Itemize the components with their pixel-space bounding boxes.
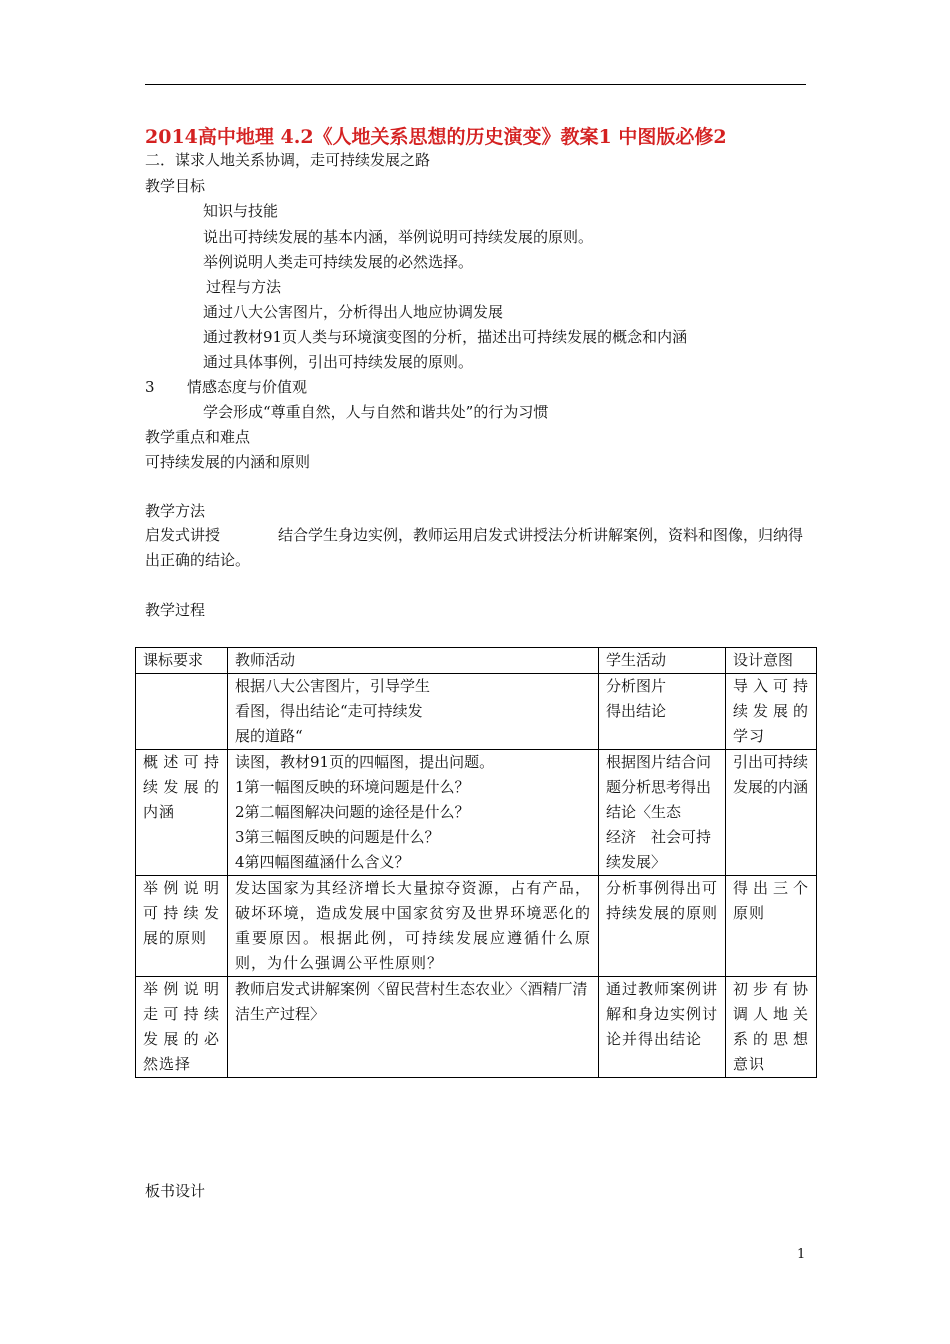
document-title: 2014高中地理 4.2《人地关系思想的历史演变》教案1 中图版必修2 xyxy=(145,126,727,148)
goals-heading: 教学目标 xyxy=(145,177,206,195)
student-activity-cell: 分析事例得出可持续发展的原则 xyxy=(599,876,726,977)
emotion-number: 3 xyxy=(145,378,155,396)
emotion-heading: 情感态度与价值观 xyxy=(187,378,308,396)
table-header-row xyxy=(136,648,817,674)
process-item: 通过具体事例，引出可持续发展的原则。 xyxy=(203,353,474,371)
process-item: 通过八大公害图片，分析得出人地应协调发展 xyxy=(203,303,504,321)
design-intent-cell: 初步有协调人地关系的思想意识 xyxy=(726,977,817,1078)
table-row xyxy=(136,977,817,1078)
teacher-activity-cell: 教师启发式讲解案例〈留民营村生态农业〉〈酒精厂清洁生产过程〉 xyxy=(228,977,599,1078)
table-row xyxy=(136,750,817,876)
keypoints-heading: 教学重点和难点 xyxy=(145,428,251,446)
header-cell: 教师活动 xyxy=(228,648,599,674)
header-rule xyxy=(145,84,806,85)
process-flow-heading: 教学过程 xyxy=(145,601,206,619)
method-heading: 教学方法 xyxy=(145,502,206,520)
teaching-process-table xyxy=(135,647,817,1078)
board-design-heading: 板书设计 xyxy=(145,1182,206,1200)
teacher-activity-cell: 读图，教材91页的四幅图，提出问题。 1第一幅图反映的环境问题是什么？ 2第二幅图解决问题的途径是什么？ 3第三幅图反映的问题是什么？ 4第四幅图蕴涵什么含义？ xyxy=(228,750,599,876)
knowledge-item: 说出可持续发展的基本内涵，举例说明可持续发展的原则。 xyxy=(203,228,594,246)
header-cell: 设计意图 xyxy=(726,648,817,674)
page-number: 1 xyxy=(797,1247,806,1262)
design-intent-cell: 得出三个原则 xyxy=(726,876,817,977)
method-paragraph xyxy=(145,523,810,573)
table-row xyxy=(136,674,817,750)
table-row xyxy=(136,876,817,977)
method-label: 启发式讲授 xyxy=(145,526,221,544)
student-activity-cell: 分析图片 得出结论 xyxy=(599,674,726,750)
knowledge-item: 举例说明人类走可持续发展的必然选择。 xyxy=(203,253,474,271)
design-intent-cell: 引出可持续 发展的内涵 xyxy=(726,750,817,876)
teacher-activity-cell: 发达国家为其经济增长大量掠夺资源，占有产品，破坏环境，造成发展中国家贫穷及世界环境恶化的重要原因。根据此例，可持续发展应遵循什么原则，为什么强调公平性原则？ xyxy=(228,876,599,977)
header-cell: 课标要求 xyxy=(136,648,228,674)
teacher-activity-cell: 根据八大公害图片，引导学生 看图，得出结论“走可持续发 展的道路“ xyxy=(228,674,599,750)
requirement-cell: 举例说明走可持续发展的必然选择 xyxy=(136,977,228,1078)
student-activity-cell: 根据图片结合问题分析思考得出结论〈生态 经济 社会可持续发展〉 xyxy=(599,750,726,876)
requirement-cell xyxy=(136,674,228,750)
student-activity-cell: 通过教师案例讲解和身边实例讨论并得出结论 xyxy=(599,977,726,1078)
knowledge-heading: 知识与技能 xyxy=(203,202,279,220)
emotion-item: 学会形成“尊重自然，人与自然和谐共处”的行为习惯 xyxy=(203,403,549,421)
requirement-cell: 概述可持续发展的内涵 xyxy=(136,750,228,876)
design-intent-cell: 导入可持续发展的学习 xyxy=(726,674,817,750)
section-heading: 二．谋求人地关系协调，走可持续发展之路 xyxy=(145,151,431,169)
requirement-cell: 举例说明可持续发展的原则 xyxy=(136,876,228,977)
process-heading: 过程与方法 xyxy=(206,278,282,296)
keypoints-text: 可持续发展的内涵和原则 xyxy=(145,453,311,471)
method-text: 结合学生身边实例，教师运用启发式讲授法分析讲解案例，资料和图像，归纳得出正确的结论。 xyxy=(145,526,804,569)
process-item: 通过教材91页人类与环境演变图的分析，描述出可持续发展的概念和内涵 xyxy=(203,328,688,346)
header-cell: 学生活动 xyxy=(599,648,726,674)
